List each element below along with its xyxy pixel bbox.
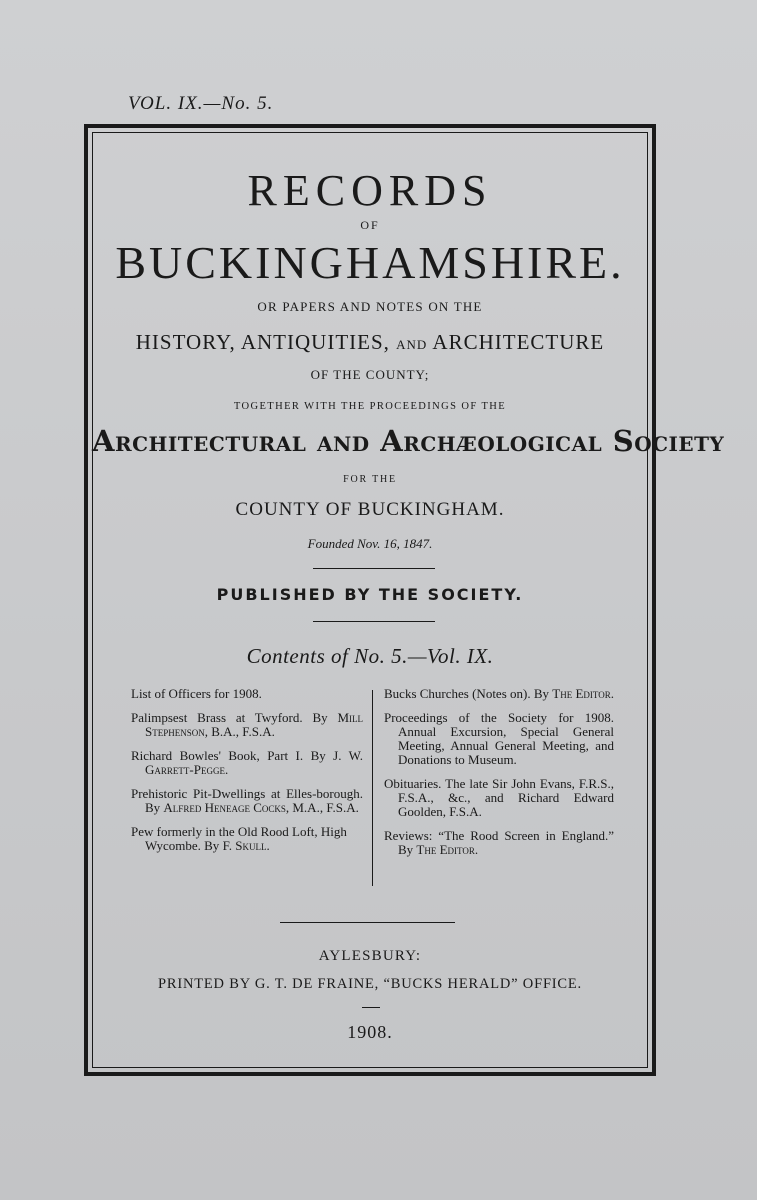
contents-left-column [131,687,363,863]
contents-entry: Prehistoric Pit-Dwellings at Elles-borough. By Alfred Heneage Cocks, M.A., F.S.A. [131,786,363,815]
contents-entry: Richard Bowles' Book, Part I. By J. W. Garrett-Pegge. [131,748,363,777]
contents-entry: Pew formerly in the Old Rood Loft, High Wycombe. By F. Skull. [131,824,347,853]
subtitle-or-papers: OR PAPERS AND NOTES ON THE [257,299,483,314]
contents-right-column [384,687,614,867]
divider-rule [313,568,435,569]
title-buckinghamshire: BUCKINGHAMSHIRE. [115,237,625,288]
imprint-printer: PRINTED BY G. T. DE FRAINE, “BUCKS HERALD” OFFICE. [158,976,582,992]
history-and: AND [396,337,428,352]
society-name: Architectural and Archæological Society [92,424,725,458]
imprint-place: AYLESBURY: [318,948,422,964]
history-part2: ARCHITECTURE [432,330,605,354]
title-of: OF [360,218,380,232]
title-records: RECORDS [247,166,493,215]
subtitle-of-the-county: OF THE COUNTY; [310,367,430,382]
divider-rule [280,922,455,923]
contents-entry: Proceedings of the Society for 1908. Annual Excursion, Special General Meeting, Annual General Meeting, and Donations to Museum. [384,710,614,767]
divider-rule [362,1007,380,1008]
volume-line: VOL. IX.—No. 5. [128,93,274,114]
county-of-buckingham: COUNTY OF BUCKINGHAM. [235,499,505,520]
founded-date: Founded Nov. 16, 1847. [307,536,433,551]
contents-entry: Reviews: “The Rood Screen in England.” By The Editor. [384,828,614,857]
subtitle-together: TOGETHER WITH THE PROCEEDINGS OF THE [233,401,507,412]
subtitle-for-the: FOR THE [343,474,397,485]
history-part1: HISTORY, ANTIQUITIES, [135,330,390,354]
divider-rule [313,621,435,622]
contents-entry: Obituaries. The late Sir John Evans, F.R.S., F.S.A., &c., and Richard Edward Goolden, F.S.A. [384,776,614,819]
contents-heading: Contents of No. 5.—Vol. IX. [246,644,494,668]
contents-entry: Bucks Churches (Notes on). By The Editor. [384,686,614,701]
imprint-year: 1908. [347,1022,393,1042]
published-by: PUBLISHED BY THE SOCIETY. [216,585,524,604]
contents-entry: Palimpsest Brass at Twyford. By Mill Stephenson, B.A., F.S.A. [131,710,363,739]
column-divider [372,690,373,886]
contents-entry: List of Officers for 1908. [131,686,262,701]
subtitle-history [92,330,648,355]
